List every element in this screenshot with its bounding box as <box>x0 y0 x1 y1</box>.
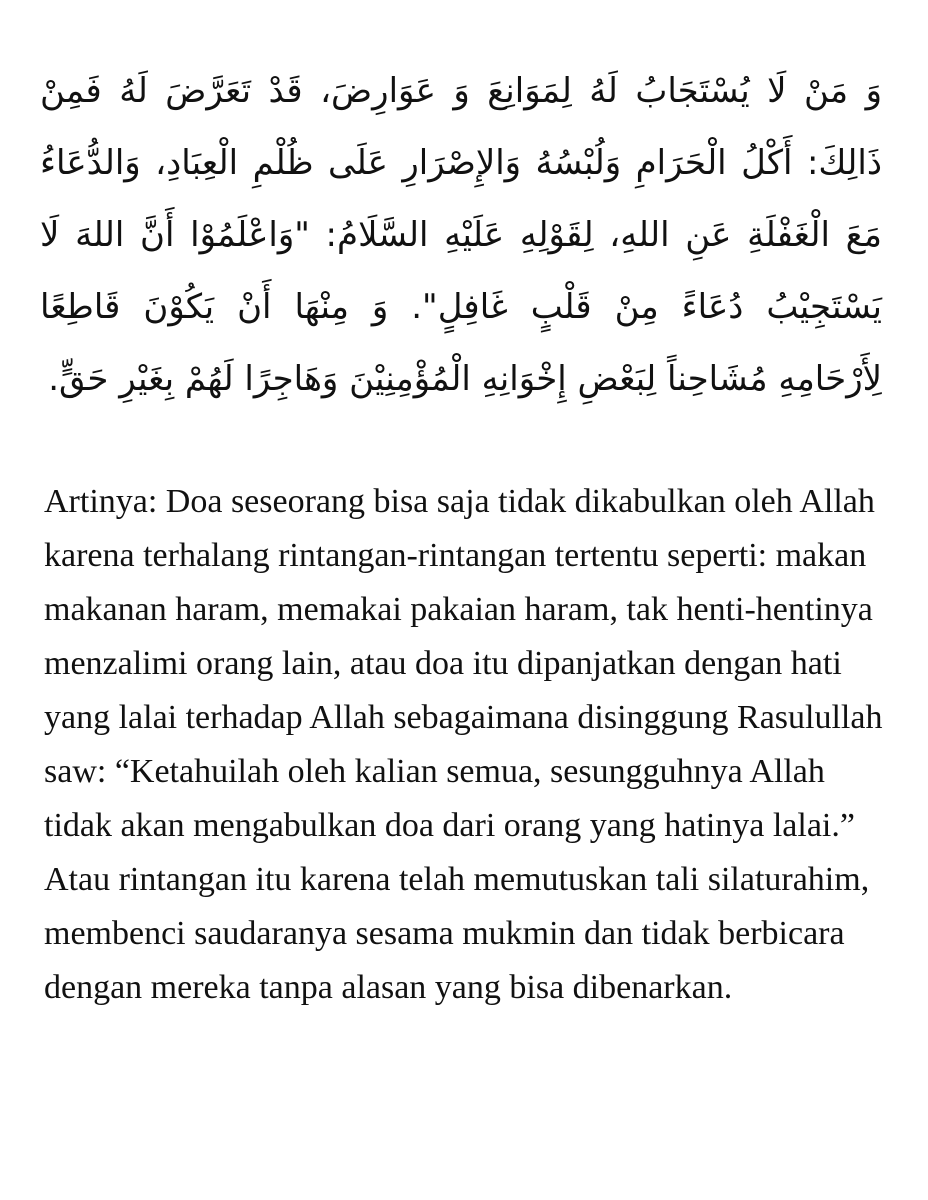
translation-passage: Artinya: Doa seseorang bisa saja tidak dikabulkan oleh Allah karena terhalang rintangan-rintangan tertentu seperti: makan makanan haram, memakai pakaian haram, tak henti-hentinya menzalimi orang lain, atau doa itu dipanjatkan dengan hati yang lalai terhadap Allah sebagaimana disinggung Rasulullah saw: “Ketahuilah oleh kalian semua, sesungguhnya Allah tidak akan mengabulkan doa dari orang yang hatinya lalai.” Atau rintangan itu karena telah memutuskan tali silaturahim, membenci saudaranya sesama mukmin dan tidak berbicara dengan mereka tanpa alasan yang bisa dibenarkan. <box>44 483 883 1006</box>
arabic-passage: وَ مَنْ لَا يُسْتَجَابُ لَهُ لِمَوَانِعَ وَ عَوَارِضَ، قَدْ تَعَرَّضَ لَهُ فَمِنْ ذَالِكَ: أَكْلُ الْحَرَامِ وَلُبْسُهُ وَالإِصْرَارِ عَلَى ظُلْمِ الْعِبَادِ، وَالدُّعَاءُ مَعَ الْغَفْلَةِ عَنِ اللهِ، لِقَوْلِهِ عَلَيْهِ السَّلَامُ: "وَاعْلَمُوْا أَنَّ اللهَ لَا يَسْتَجِيْبُ دُعَاءً مِنْ قَلْبٍ غَافِلٍ". وَ مِنْهَا أَنْ يَكُوْنَ قَاطِعًا لِأَرْحَامِهِ مُشَاحِناً لِبَعْضِ إِخْوَانِهِ الْمُؤْمِنِيْنَ وَهَاجِرًا لَهُمْ بِغَيْرِ حَقٍّ. <box>40 71 882 399</box>
translation-block <box>40 475 888 1015</box>
